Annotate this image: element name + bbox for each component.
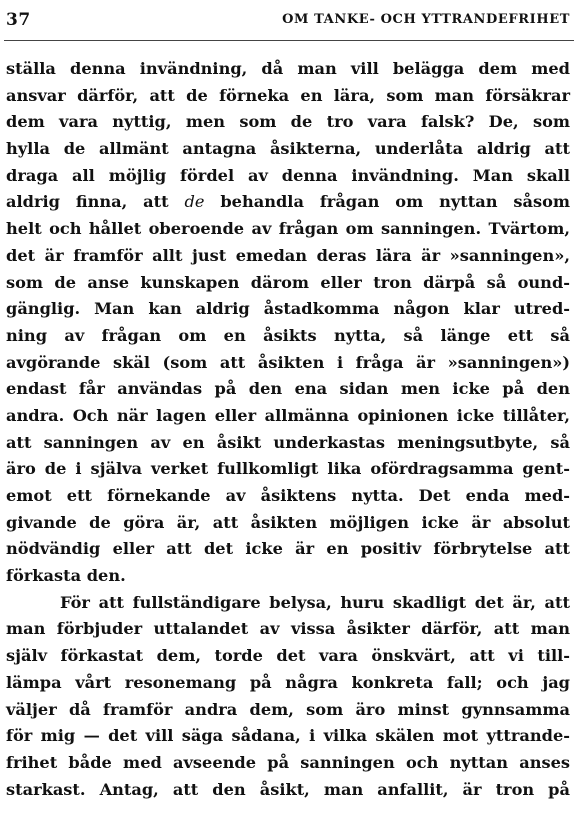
text-segment: aldrig finna, att (6, 192, 169, 212)
text-line: man förbjuder uttalandet av vissa åsikter därför, att man (6, 619, 570, 639)
text-line-paragraph-end: förkasta den. (6, 566, 126, 586)
text-segment: behandla frågan om nyttan såsom (220, 192, 570, 212)
text-line: gänglig. Man kan aldrig åstadkomma någon klar utred- (6, 299, 570, 319)
text-line: endast får användas på den ena sidan men icke på den (6, 379, 570, 399)
text-line: lämpa vårt resonemang på några konkreta fall; och jag (6, 672, 570, 692)
emphasized-word: de (184, 192, 205, 212)
text-line: ning av frågan om en åsikts nytta, så länge ett så (6, 325, 570, 345)
text-line: ställa denna invändning, då man vill belägga dem med (6, 59, 570, 78)
text-line: väljer då framför andra dem, som äro minst gynnsamma (6, 699, 570, 719)
text-line: draga all möjlig fördel av denna invändning. Man skall (6, 165, 570, 185)
page-number: 37 (6, 10, 31, 30)
text-line: som de anse kunskapen därom eller tron därpå så ound- (6, 272, 570, 292)
text-line: nödvändig eller att det icke är en positiv förbrytelse att (6, 539, 570, 559)
text-line: ansvar därför, att de förneka en lära, som man försäkrar (6, 85, 570, 105)
text-line: dem vara nyttig, men som de tro vara falsk? De, som (6, 112, 570, 132)
header-rule (4, 40, 574, 41)
text-line: det är framför allt just emedan deras lära är »sanningen», (6, 245, 570, 265)
text-line-with-emphasis (6, 189, 570, 216)
text-line: själv förkastat dem, torde det vara önskvärt, att vi till- (6, 646, 570, 666)
text-line: hylla de allmänt antagna åsikterna, underlåta aldrig att (6, 139, 570, 159)
text-line: äro de i själva verket fullkomligt lika ofördragsamma gent- (6, 459, 570, 479)
text-line: avgörande skäl (som att åsikten i fråga är »sanningen») (6, 352, 570, 372)
text-line: andra. Och när lagen eller allmänna opinionen icke tillåter, (6, 405, 570, 425)
page-header (6, 10, 570, 34)
text-line: för mig — det vill säga sådana, i vilka skälen mot yttrande- (6, 726, 570, 746)
running-title: OM TANKE- OCH YTTRANDEFRIHET (282, 12, 570, 27)
text-line: att sanningen av en åsikt underkastas meningsutbyte, så (6, 432, 570, 452)
text-line: givande de göra är, att åsikten möjligen icke är absolut (6, 512, 570, 532)
text-line: frihet både med avseende på sanningen och nyttan anses (6, 752, 570, 772)
text-line: helt och hållet oberoende av frågan om sanningen. Tvärtom, (6, 219, 570, 239)
body-text (6, 56, 570, 803)
text-line-paragraph-start: För att fullständigare belysa, huru skadligt det är, att (60, 592, 570, 612)
text-line: emot ett förnekande av åsiktens nytta. Det enda med- (6, 486, 570, 505)
text-line: starkast. Antag, att den åsikt, man anfallit, är tron på (6, 779, 570, 799)
